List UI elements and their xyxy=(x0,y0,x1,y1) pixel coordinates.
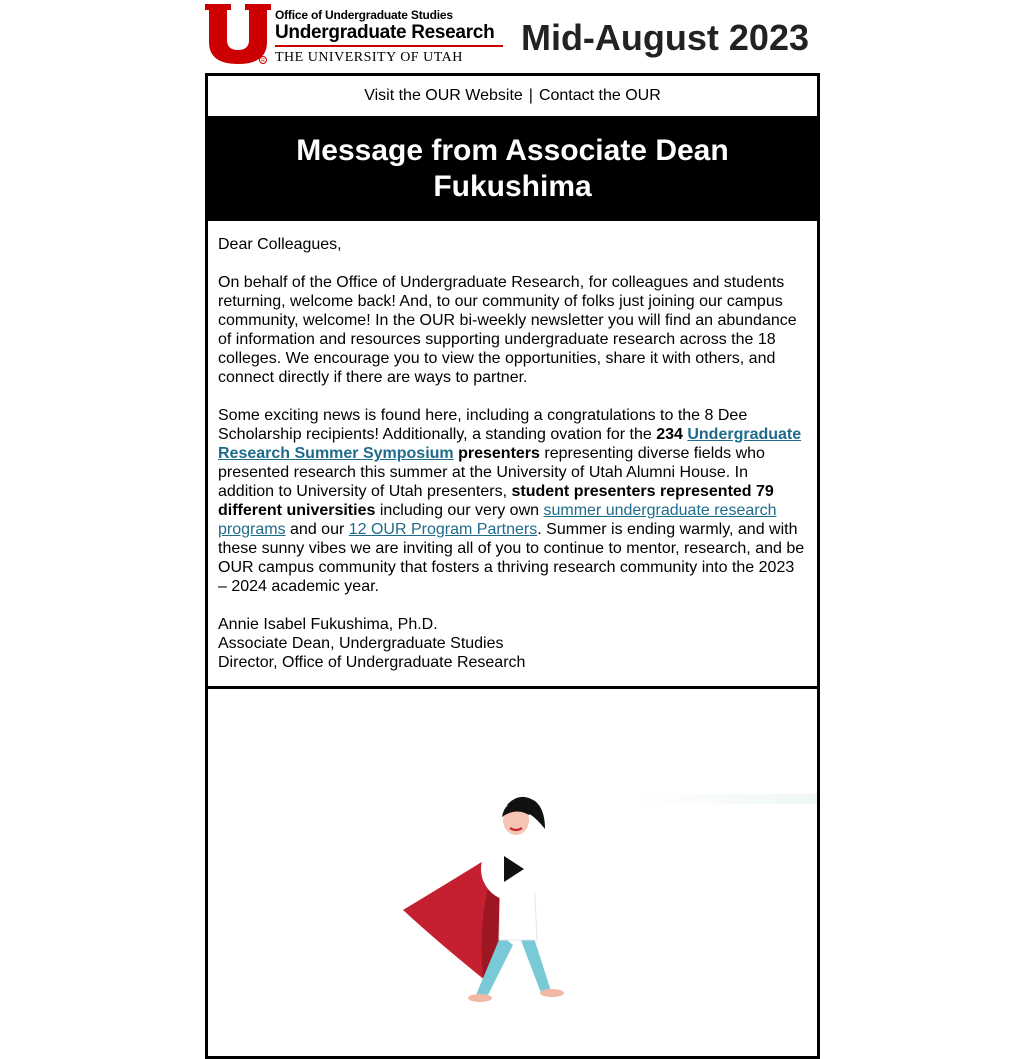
office-logo-wordmark xyxy=(275,8,505,66)
university-of-utah-u-logo[interactable] xyxy=(205,4,271,66)
video-background-strip xyxy=(642,794,817,804)
paragraph-news xyxy=(218,406,807,596)
section-banner xyxy=(208,116,817,221)
paragraph-welcome: On behalf of the Office of Undergraduate Research, for colleagues and students returning, welcome back! And, to our community of folks just joining our campus community, welcome! In the OUR bi-weekly newsletter you will find an abundance of information and resources supporting undergraduate research across the 18 colleges. We encourage you to view the opportunities, share it with others, and connect directly if there are ways to partner. xyxy=(218,274,797,386)
logo-department-name: Undergraduate Research xyxy=(275,22,495,43)
play-icon xyxy=(499,854,527,884)
our-website-link[interactable]: Visit the OUR Website xyxy=(364,87,523,104)
presenters-label: presenters xyxy=(458,445,540,462)
newsletter-body xyxy=(205,73,820,1059)
top-nav xyxy=(208,76,817,116)
newsletter-header xyxy=(205,4,820,68)
news-text: including our very own xyxy=(375,502,544,519)
contact-our-link[interactable]: Contact the OUR xyxy=(538,87,661,104)
universities-stat: student presenters represented 79 different universities xyxy=(218,483,774,519)
news-text: representing diverse fields who presented research this summer at the University of Utah Alumni House. In addition to University of Utah presenters, xyxy=(218,445,765,500)
play-button[interactable] xyxy=(481,837,545,901)
superhero-illustration xyxy=(401,795,576,1005)
news-text: . Summer is ending warmly, and with these sunny vibes we are inviting all of you to continue to mentor, research, and be OUR campus community that fosters a thriving research community into the 2023 – 2024 academic year. xyxy=(218,521,805,595)
news-text: and our xyxy=(285,521,349,538)
presenter-count: 234 xyxy=(656,426,683,443)
issue-date: Mid-August 2023 xyxy=(520,17,809,58)
signature-role: Director, Office of Undergraduate Research xyxy=(218,654,526,671)
video-player[interactable] xyxy=(208,689,817,1024)
summer-programs-link[interactable]: summer undergraduate research programs xyxy=(218,502,777,538)
news-text: Some exciting news is found here, including a congratulations to the 8 Dee Scholarship recipients! Additionally, a standing ovation for the xyxy=(218,407,748,443)
nav-separator: | xyxy=(528,87,533,104)
signature-name: Annie Isabel Fukushima, Ph.D. xyxy=(218,616,438,633)
signature xyxy=(218,615,807,672)
signature-title: Associate Dean, Undergraduate Studies xyxy=(218,635,504,652)
symposium-link[interactable]: Undergraduate Research Summer Symposium xyxy=(218,426,802,462)
section-title: Message from Associate Dean Fukushima xyxy=(296,133,729,203)
dean-message xyxy=(208,221,817,689)
logo-university-name: THE UNIVERSITY OF UTAH xyxy=(275,50,463,65)
logo-office-name: Office of Undergraduate Studies xyxy=(275,8,453,22)
logo-divider xyxy=(275,45,503,47)
svg-text:R: R xyxy=(261,58,265,65)
greeting: Dear Colleagues, xyxy=(218,236,342,253)
program-partners-link[interactable]: 12 OUR Program Partners xyxy=(348,521,538,538)
